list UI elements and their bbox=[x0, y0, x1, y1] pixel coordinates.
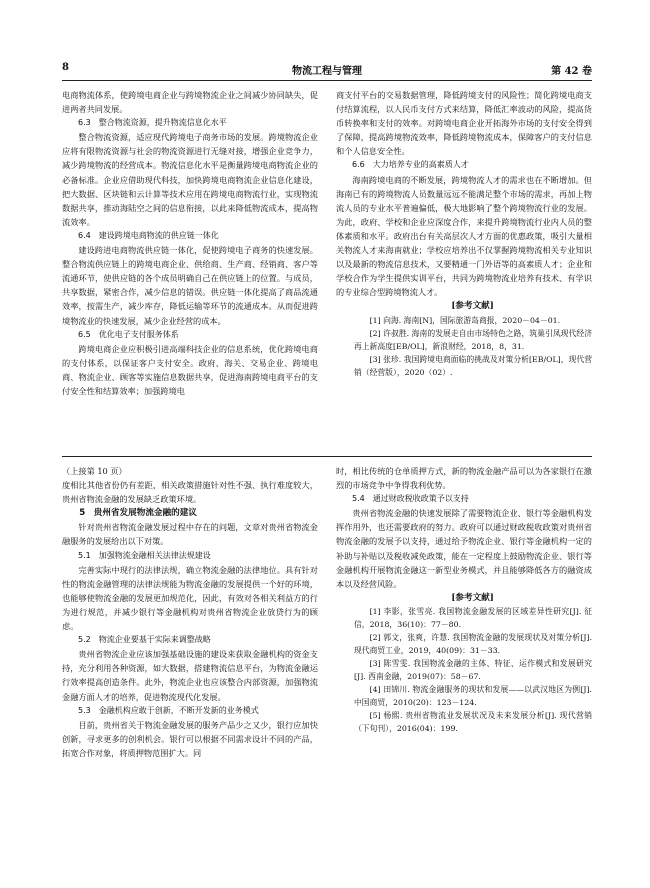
reference-entry: [4] 田锦川. 物流金融服务的现状和发展——以武汉地区为例[J]. 中国商贸，2010(20)：123－124. bbox=[354, 684, 592, 707]
paragraph: 度相比其他省份仍有差距，相关政策措施针对性不强、执行难度较大，贵州省物流金融的发展缺乏政策环境。 bbox=[62, 480, 318, 505]
section-heading: 5 贵州省发展物流金融的建议 bbox=[79, 508, 197, 519]
paragraph: 商支付平台的交易数据管理，降低跨境支付的风险性；简化跨境电商支付结算流程，以人民币支付方式来结算，降低汇率波动的风险，提高货币转换率和支付的效率。对跨境电商企业开拓海外市场的支付安全得到了保障，提高跨境物流效率，降低跨境物流成本，保障客户的支付信息和个人信息安全性。 bbox=[336, 90, 592, 157]
paragraph: 建设跨进电商物流供应链一体化，促使跨境电子商务的快速发展。整合物流供应链上的跨境电商企业、供给商、生产商、经销商、客户等流通环节，使供应链的各个成员明确自己在供应链上的位置。与成员，共享数据，紧密合作，减少信息的错误。供应链一体化提高了商品流通效率，按需生产，减少库存，降低运输等环节的流通成本。从而促进跨境物流业的快速发展，减少企业经营的成本。 bbox=[62, 245, 318, 326]
paragraph: （上接第 10 页） bbox=[62, 466, 127, 476]
paragraph: 时，相比传统的仓单质押方式，新的物流金融产品可以为各家银行在激烈的市场竞争中争得我利优势。 bbox=[336, 466, 592, 491]
subsection-heading: 5.4 通过财政税收政策予以支持 bbox=[352, 494, 469, 504]
section-divider-rule bbox=[62, 456, 592, 457]
journal-title: 物流工程与管理 bbox=[292, 66, 362, 77]
subsection-heading: 6.5 优化电子支付服务体系 bbox=[78, 329, 179, 339]
article-column-bottom-left bbox=[62, 464, 318, 760]
paragraph: 海南跨境电商的不断发展，跨境物流人才的需求也在不断增加。但海南已有的跨境物流人员数量远远不能满足整个市场的需求，再加上物流人员的专业水平普遍偏低，极大地影响了整个跨境物流行业的发展。为此，政府、学校和企业应深度合作，来提升跨境物流行业内人员的整体素质和水平。政府出台有关高层次人才方面的优惠政策，吸引大量相关物流人才来海南就业；学校应培养出不仅掌握跨境物流相关专业知识以及最新的物流信息技术，又要精通一门外语等的高素质人才；企业和学校合作为学生提供实训平台，共同为跨境物流业培养有技术、有学识的专业综合型跨境物流人才。 bbox=[336, 174, 592, 298]
article-column-top-left bbox=[62, 88, 318, 398]
reference-entry: [2] 郭文，张爽，许慧. 我国物流金融的发展现状及对策分析[J]. 现代商贸工业，2019，40(09)：31－33. bbox=[354, 632, 592, 655]
subsection-heading: 5.3 金融机构应敢于创新，不断开发新的业务模式 bbox=[78, 705, 259, 715]
reference-entry: [2] 许叔胜. 海南的发展走自由市场特色之路，筑巢引凤现代经济再上新高度[EB/OL]，新浪财经，2018，8，31. bbox=[354, 328, 592, 351]
article-column-top-right bbox=[336, 88, 592, 379]
paragraph: 针对贵州省物流金融发展过程中存在的问题，文章对贵州省物流金融服务的发展给出以下对策。 bbox=[62, 522, 318, 547]
article-column-bottom-right bbox=[336, 464, 592, 735]
references-heading: [参考文献] bbox=[451, 301, 494, 312]
reference-entry: [3] 陈雪雯. 我国物流金融的主体、特征、运作模式和发展研究[J]. 西南金融，2019(07)：58－67. bbox=[354, 658, 592, 681]
subsection-heading: 6.3 整合物流资源，提升物流信息化水平 bbox=[78, 118, 227, 128]
subsection-heading: 5.1 加强物流金融相关法律法规建设 bbox=[78, 550, 211, 560]
header-rule bbox=[62, 80, 592, 81]
running-header bbox=[62, 62, 592, 78]
page-number: 8 bbox=[62, 62, 69, 73]
paragraph: 贵州省物流企业应该加强基础设施的建设来获取金融机构的资金支持，充分利用各种资源，如大数据，搭建物流信息平台，为物流金融运行效率提高创造条件。此外，物流企业也应该整合内部资源，加强物流金融方面人才的培养，促进物流现代化发展。 bbox=[62, 649, 318, 702]
paragraph: 电商物流体系，使跨境电商企业与跨境物流企业之间减少协同缺失，促进两者共同发展。 bbox=[62, 90, 318, 115]
subsection-heading: 6.6 大力培养专业的高素质人才 bbox=[352, 160, 469, 170]
paragraph: 整合物流资源，适应现代跨境电子商务市场的发展。跨境物流企业应将有限物流资源与社会的物流资源进行无缝对接，增强企业竞争力，减少跨境物流的经营成本。物流信息化水平是衡量跨境电商物流企业的必备标准。企业应借助现代科技，加快跨境电商物流企业信息化建设，把大数据、区块链和云计算等技术应用在跨境电商物流行业，实现物流数据共享，推动海陆空之间的信息衔接，以此来降低物流成本，提高物流效率。 bbox=[62, 132, 318, 227]
reference-entry: [3] 张珍. 我国跨境电商面临的挑战及对策分析[EB/OL]，现代营销（经营版），2020（02）. bbox=[354, 354, 592, 377]
subsection-heading: 5.2 物流企业要基于实际来调整战略 bbox=[78, 635, 211, 645]
paragraph: 贵州省物流金融的快速发展除了需要物流企业、银行等金融机构发挥作用外，也还需要政府的努力。政府可以通过财政税收政策对贵州省物流金融的发展予以支持，通过给予物流企业、银行等金融机构一定的补助与补贴以及税收减免政策，能在一定程度上鼓励物流企业、银行等金融机构开展物流金融这一新型业务模式，并且能够降低各方的融资成本以及经营风险。 bbox=[336, 508, 592, 589]
volume-number: 第 42 卷 bbox=[551, 66, 592, 77]
references-heading: [参考文献] bbox=[451, 592, 494, 603]
reference-entry: [1] 李影，张雪亮. 我国物流金融发展的区域差异性研究[J]. 征信，2018，36(10)：77－80. bbox=[354, 606, 592, 629]
paragraph: 完善实际中现行的法律法规，确立物流金融的法律地位。具有针对性的物流金融管理的法律法规能为物流金融的发展提供一个好的环境，也能够使物流金融的发展更加规范化，因此，有效对各相关利益方的行为进行规范，并减少银行等金融机构对贵州省物流企业放贷行为的顾虑。 bbox=[62, 564, 318, 632]
subsection-heading: 6.4 建设跨境电商物流的供应链一体化 bbox=[78, 230, 219, 240]
paragraph: 目前，贵州省关于物流金融发展的服务产品少之又少，银行应加快创新，寻求更多的创利机会。银行可以根据不同需求设计不同的产品，拓宽合作对象，将质押物范围扩大。同 bbox=[62, 719, 318, 758]
reference-entry: [1] 向海. 海南[N]，国际旅游岛商报，2020－04－01. bbox=[369, 315, 561, 325]
paragraph: 跨境电商企业应积极引进高端科技企业的信息系统，优化跨境电商的支付体系，以保证客户支付安全。政府、海关、交易企业、跨境电商、物流企业、顾客等实施信息数据共享，促进海南跨境电商平台的支付安全性和结算效率；加强跨境电 bbox=[62, 343, 318, 396]
reference-entry: [5] 杨熙. 贵州省物流业发展状况及未来发展分析[J]. 现代营销（下旬刊），2016(04)：199. bbox=[354, 710, 592, 733]
